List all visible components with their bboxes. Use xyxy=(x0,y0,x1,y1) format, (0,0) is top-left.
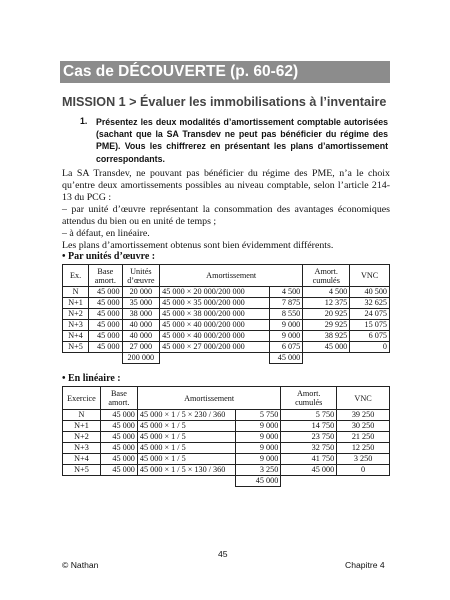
cell-formula: 45 000 × 40 000/200 000 xyxy=(160,320,270,331)
cell-year: N+3 xyxy=(63,443,101,454)
cell-year: N xyxy=(63,287,89,298)
cell-amort: 9 000 xyxy=(236,421,281,432)
cell-cumul: 41 750 xyxy=(281,454,337,465)
paragraph-conclusion: Les plans d’amortissement obtenus sont bien évidemment différents. xyxy=(62,240,334,251)
cell-vnc: 40 500 xyxy=(350,287,390,298)
table-row xyxy=(63,287,390,298)
question-number: 1. xyxy=(80,116,88,126)
header-base: Base amort. xyxy=(100,387,137,410)
cell-amort: 3 250 xyxy=(236,465,281,476)
section-header: Cas de DÉCOUVERTE (p. 60-62) xyxy=(60,61,390,83)
cell-amort: 9 000 xyxy=(269,320,302,331)
cell-base: 45 000 xyxy=(100,465,137,476)
cell-cumul: 20 925 xyxy=(303,309,350,320)
cell-units: 40 000 xyxy=(122,320,160,331)
cell-base: 45 000 xyxy=(89,342,122,353)
paragraph-option-linear: – à défaut, en linéaire. xyxy=(62,228,150,239)
cell-formula: 45 000 × 40 000/200 000 xyxy=(160,331,270,342)
header-units: Unités d’œuvre xyxy=(122,265,160,287)
cell-amort: 6 075 xyxy=(269,342,302,353)
cell-base: 45 000 xyxy=(100,443,137,454)
table-row xyxy=(63,454,390,465)
header-amortissement: Amortissement xyxy=(137,387,280,410)
cell-formula: 45 000 × 1 / 5 xyxy=(137,432,236,443)
cell-vnc: 32 625 xyxy=(350,298,390,309)
cell-vnc: 24 075 xyxy=(350,309,390,320)
cell-year: N+3 xyxy=(63,320,89,331)
cell-cumul: 45 000 xyxy=(303,342,350,353)
cell-formula: 45 000 × 35 000/200 000 xyxy=(160,298,270,309)
cell-formula: 45 000 × 1 / 5 xyxy=(137,443,236,454)
cell-year: N+2 xyxy=(63,432,101,443)
cell-formula: 45 000 × 20 000/200 000 xyxy=(160,287,270,298)
cell-base: 45 000 xyxy=(89,298,122,309)
cell-formula: 45 000 × 1 / 5 × 130 / 360 xyxy=(137,465,236,476)
paragraph-option-units: – par unité d’œuvre représentant la consommation des avantages économiques attendus du bien ou en unité de temps ; xyxy=(62,204,390,227)
cell-amort: 9 000 xyxy=(269,331,302,342)
cell-units: 38 000 xyxy=(122,309,160,320)
cell-amort: 9 000 xyxy=(236,432,281,443)
table-row xyxy=(63,320,390,331)
page-number: 45 xyxy=(218,549,228,559)
cell-cumul: 38 925 xyxy=(303,331,350,342)
cell-vnc: 6 075 xyxy=(350,331,390,342)
cell-cumul: 45 000 xyxy=(281,465,337,476)
header-cumul: Amort. cumulés xyxy=(303,265,350,287)
cell-amort: 5 750 xyxy=(236,410,281,421)
cell-vnc: 12 250 xyxy=(337,443,390,454)
publisher: © Nathan xyxy=(62,560,99,570)
cell-formula: 45 000 × 1 / 5 xyxy=(137,421,236,432)
table-row xyxy=(63,432,390,443)
cell-vnc: 30 250 xyxy=(337,421,390,432)
linear-table xyxy=(62,386,390,487)
header-cumul: Amort. cumulés xyxy=(281,387,337,410)
cell-cumul: 4 500 xyxy=(303,287,350,298)
cell-vnc: 39 250 xyxy=(337,410,390,421)
units-of-work-table xyxy=(62,264,390,364)
cell-base: 45 000 xyxy=(89,287,122,298)
cell-cumul: 32 750 xyxy=(281,443,337,454)
table-row xyxy=(63,342,390,353)
cell-formula: 45 000 × 27 000/200 000 xyxy=(160,342,270,353)
cell-cumul: 29 925 xyxy=(303,320,350,331)
cell-vnc: 0 xyxy=(337,465,390,476)
header-vnc: VNC xyxy=(337,387,390,410)
cell-base: 45 000 xyxy=(100,454,137,465)
paragraph-intro: La SA Transdev, ne pouvant pas bénéficier du régime des PME, n’a le choix qu’entre deux amortissements possibles au niveau comptable, selon l’article 214-13 du PCG : xyxy=(62,168,390,203)
total-units: 200 000 xyxy=(122,353,160,364)
cell-cumul: 14 750 xyxy=(281,421,337,432)
cell-year: N+4 xyxy=(63,331,89,342)
totals-row xyxy=(63,353,390,364)
header-base: Base amort. xyxy=(89,265,122,287)
table1-label: • Par unités d’œuvre : xyxy=(62,251,156,262)
header-amortissement: Amortissement xyxy=(160,265,303,287)
cell-units: 35 000 xyxy=(122,298,160,309)
cell-vnc: 3 250 xyxy=(337,454,390,465)
header-ex: Ex. xyxy=(63,265,89,287)
table-row xyxy=(63,331,390,342)
mission-title: MISSION 1 > Évaluer les immobilisations à l’inventaire xyxy=(62,95,387,109)
total-amort: 45 000 xyxy=(236,476,281,487)
cell-formula: 45 000 × 1 / 5 xyxy=(137,454,236,465)
table-row xyxy=(63,443,390,454)
table-row xyxy=(63,421,390,432)
cell-year: N+1 xyxy=(63,421,101,432)
header-vnc: VNC xyxy=(350,265,390,287)
cell-year: N+5 xyxy=(63,342,89,353)
chapter: Chapitre 4 xyxy=(345,560,385,570)
cell-formula: 45 000 × 38 000/200 000 xyxy=(160,309,270,320)
cell-cumul: 23 750 xyxy=(281,432,337,443)
table-row xyxy=(63,410,390,421)
cell-vnc: 15 075 xyxy=(350,320,390,331)
cell-amort: 4 500 xyxy=(269,287,302,298)
cell-base: 45 000 xyxy=(89,331,122,342)
table-row xyxy=(63,309,390,320)
cell-formula: 45 000 × 1 / 5 × 230 / 360 xyxy=(137,410,236,421)
table2-label: • En linéaire : xyxy=(62,373,121,384)
cell-base: 45 000 xyxy=(100,410,137,421)
cell-year: N xyxy=(63,410,101,421)
question-text: Présentez les deux modalités d’amortissement comptable autorisées (sachant que la SA Transdev ne peut pas bénéficier du régime des PME). Vous les chiffrerez en présentant les plans d’amortissement correspondants. xyxy=(96,117,388,164)
cell-cumul: 12 375 xyxy=(303,298,350,309)
totals-row xyxy=(63,476,390,487)
cell-year: N+4 xyxy=(63,454,101,465)
cell-units: 20 000 xyxy=(122,287,160,298)
cell-amort: 9 000 xyxy=(236,443,281,454)
cell-base: 45 000 xyxy=(89,320,122,331)
cell-year: N+2 xyxy=(63,309,89,320)
cell-amort: 9 000 xyxy=(236,454,281,465)
cell-year: N+5 xyxy=(63,465,101,476)
cell-amort: 8 550 xyxy=(269,309,302,320)
table-row xyxy=(63,298,390,309)
cell-base: 45 000 xyxy=(100,432,137,443)
total-amort: 45 000 xyxy=(269,353,302,364)
cell-cumul: 5 750 xyxy=(281,410,337,421)
cell-base: 45 000 xyxy=(100,421,137,432)
header-exercice: Exercice xyxy=(63,387,101,410)
cell-vnc: 0 xyxy=(350,342,390,353)
cell-year: N+1 xyxy=(63,298,89,309)
cell-vnc: 21 250 xyxy=(337,432,390,443)
table-row xyxy=(63,465,390,476)
cell-units: 27 000 xyxy=(122,342,160,353)
cell-units: 40 000 xyxy=(122,331,160,342)
cell-base: 45 000 xyxy=(89,309,122,320)
cell-amort: 7 875 xyxy=(269,298,302,309)
